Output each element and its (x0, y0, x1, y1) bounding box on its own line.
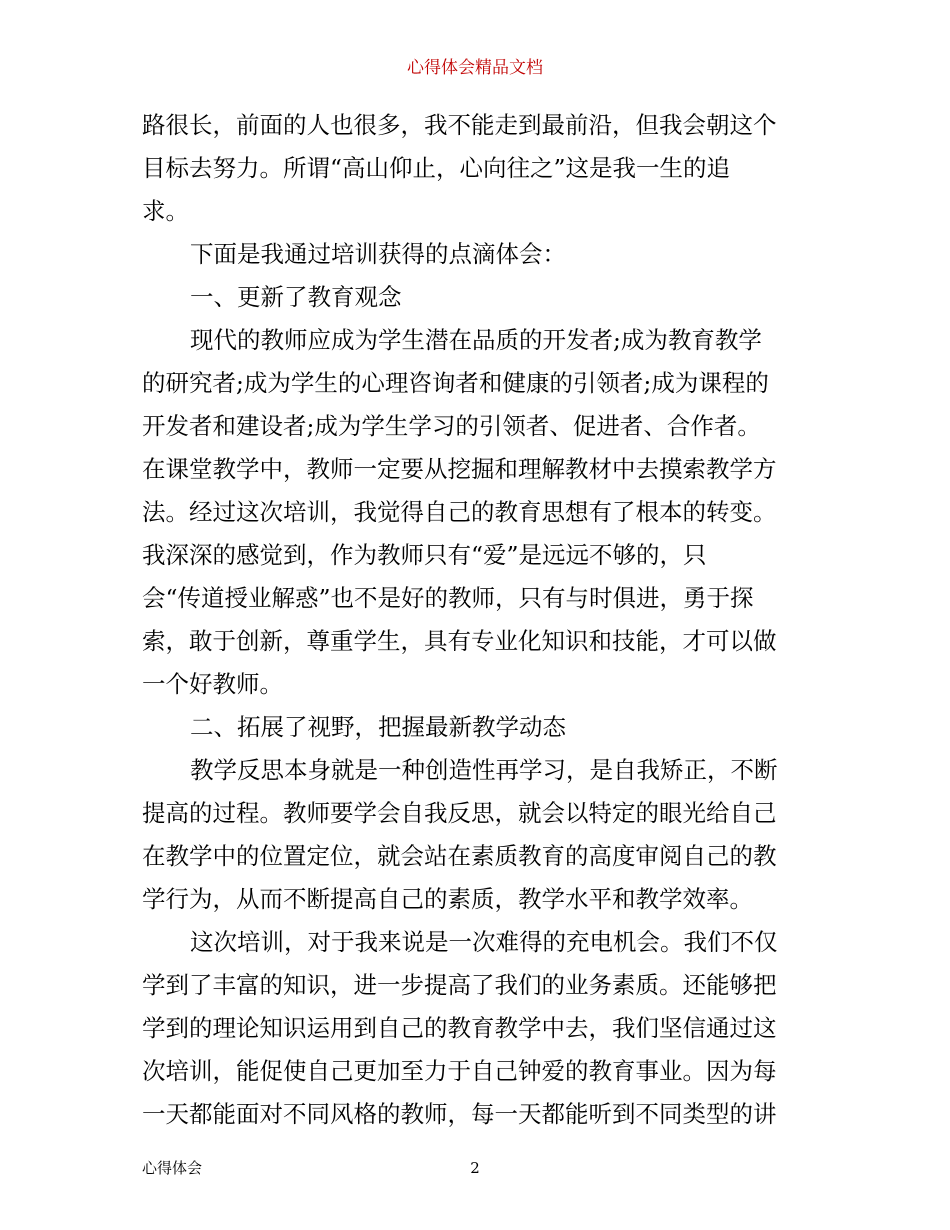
text-line: 在课堂教学中，教师一定要从挖掘和理解教材中去摸索教学方 (142, 455, 777, 483)
text-line: 索，敢于创新，尊重学生，具有专业化知识和技能，才可以做 (142, 627, 777, 655)
text-line: 现代的教师应成为学生潜在品质的开发者;成为教育教学 (190, 326, 762, 354)
page-number: 2 (470, 1159, 480, 1177)
text-line: 教学反思本身就是一种创造性再学习，是自我矫正，不断 (190, 756, 778, 784)
text-line: 一天都能面对不同风格的教师，每一天都能听到不同类型的讲 (142, 1100, 777, 1128)
text-line: 法。经过这次培训，我觉得自己的教育思想有了根本的转变。 (142, 498, 777, 526)
section-heading-1: 一、更新了教育观念 (190, 283, 402, 311)
text-line: 这次培训，对于我来说是一次难得的充电机会。我们不仅 (190, 928, 778, 956)
text-line: 求。 (142, 197, 189, 225)
paragraph-intro-line: 下面是我通过培训获得的点滴体会： (190, 240, 566, 268)
text-line: 学到了丰富的知识，进一步提高了我们的业务素质。还能够把 (142, 971, 777, 999)
text-line: 在教学中的位置定位，就会站在素质教育的高度审阅自己的教 (142, 842, 777, 870)
document-body (142, 104, 812, 1136)
text-line: 学行为，从而不断提高自己的素质，教学水平和教学效率。 (142, 885, 753, 913)
text-line: 会“传道授业解惑”也不是好的教师，只有与时俱进，勇于探 (142, 584, 754, 612)
footer-label: 心得体会 (142, 1159, 203, 1177)
text-line: 目标去努力。所谓“高山仰止，心向往之”这是我一生的追 (142, 154, 731, 182)
text-line: 路很长，前面的人也很多，我不能走到最前沿，但我会朝这个 (142, 111, 777, 139)
text-line: 我深深的感觉到，作为教师只有“爱”是远远不够的，只 (142, 541, 707, 569)
document-header-title: 心得体会精品文档 (407, 58, 543, 78)
text-line: 一个好教师。 (142, 670, 283, 698)
text-line: 的研究者;成为学生的心理咨询者和健康的引领者;成为课程的 (142, 369, 769, 397)
text-line: 学到的理论知识运用到自己的教育教学中去，我们坚信通过这 (142, 1014, 777, 1042)
text-line: 次培训，能促使自己更加至力于自己钟爱的教育事业。因为每 (142, 1057, 777, 1085)
text-line: 开发者和建设者;成为学生学习的引领者、促进者、合作者。 (142, 412, 761, 440)
text-line: 提高的过程。教师要学会自我反思，就会以特定的眼光给自己 (142, 799, 777, 827)
section-heading-2: 二、拓展了视野，把握最新教学动态 (190, 713, 566, 741)
